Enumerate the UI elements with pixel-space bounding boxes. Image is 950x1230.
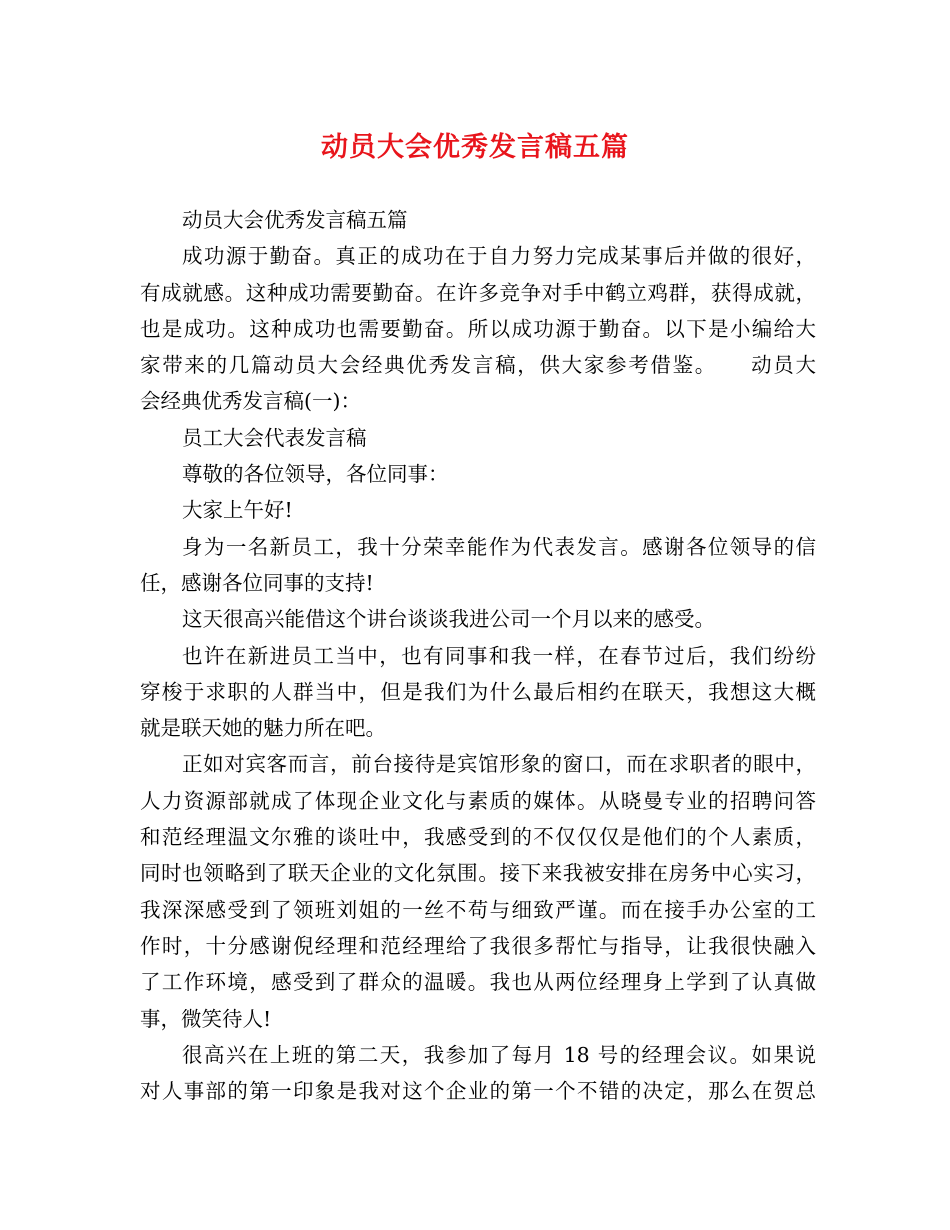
text-line: 很高兴在上班的第二天，我参加了每月 18 号的经理会议。如果说 [182,1042,816,1067]
text-line: 员工大会代表发言稿 [182,425,367,450]
text-line: 正如对宾客而言，前台接待是宾馆形象的窗口，而在求职者的眼中， [182,752,816,777]
document-body [140,202,816,1109]
text-line: 身为一名新员工，我十分荣幸能作为代表发言。感谢各位领导的信 [182,534,816,559]
text-line: 任，感谢各位同事的支持! [140,570,374,595]
text-line: 会经典优秀发言稿(一)： [140,389,361,414]
text-line: 有成就感。这种成功需要勤奋。在许多竞争对手中鹤立鸡群，获得成就， [140,280,816,305]
text-line: 对人事部的第一印象是我对这个企业的第一个不错的决定，那么在贺总 [140,1079,816,1104]
text-line: 事，微笑待人! [140,1006,272,1031]
text-line: 也是成功。这种成功也需要勤奋。所以成功源于勤奋。以下是小编给大 [140,316,816,341]
text-line: 和范经理温文尔雅的谈吐中，我感受到的不仅仅仅是他们的个人素质， [140,825,816,850]
text-line: 就是联天她的魅力所在吧。 [140,716,386,741]
text-line: 也许在新进员工当中，也有同事和我一样，在春节过后，我们纷纷 [182,643,816,668]
text-line: 大家上午好! [182,498,293,523]
text-line: 作时，十分感谢倪经理和范经理给了我很多帮忙与指导，让我很快融入 [140,933,816,958]
text-line: 动员大会优秀发言稿五篇 [182,208,408,232]
text-line: 家带来的几篇动员大会经典优秀发言稿，供大家参考借鉴。 动员大 [140,353,816,378]
text-line: 成功源于勤奋。真正的成功在于自力努力完成某事后并做的很好， [182,244,816,269]
text-line: 穿梭于求职的人群当中，但是我们为什么最后相约在联天，我想这大概 [140,679,816,704]
document-title: 动员大会优秀发言稿五篇 [321,132,629,163]
text-line: 这天很高兴能借这个讲台谈谈我进公司一个月以来的感受。 [182,607,715,632]
text-line: 我深深感受到了领班刘姐的一丝不苟与细致严谨。而在接手办公室的工 [140,897,816,922]
text-line: 人力资源部就成了体现企业文化与素质的媒体。从晓曼专业的招聘问答 [140,788,816,813]
text-line: 同时也领略到了联天企业的文化氛围。接下来我被安排在房务中心实习， [140,861,816,886]
text-line: 了工作环境，感受到了群众的温暖。我也从两位经理身上学到了认真做 [140,970,816,995]
text-line: 尊敬的各位领导，各位同事： [182,462,449,487]
